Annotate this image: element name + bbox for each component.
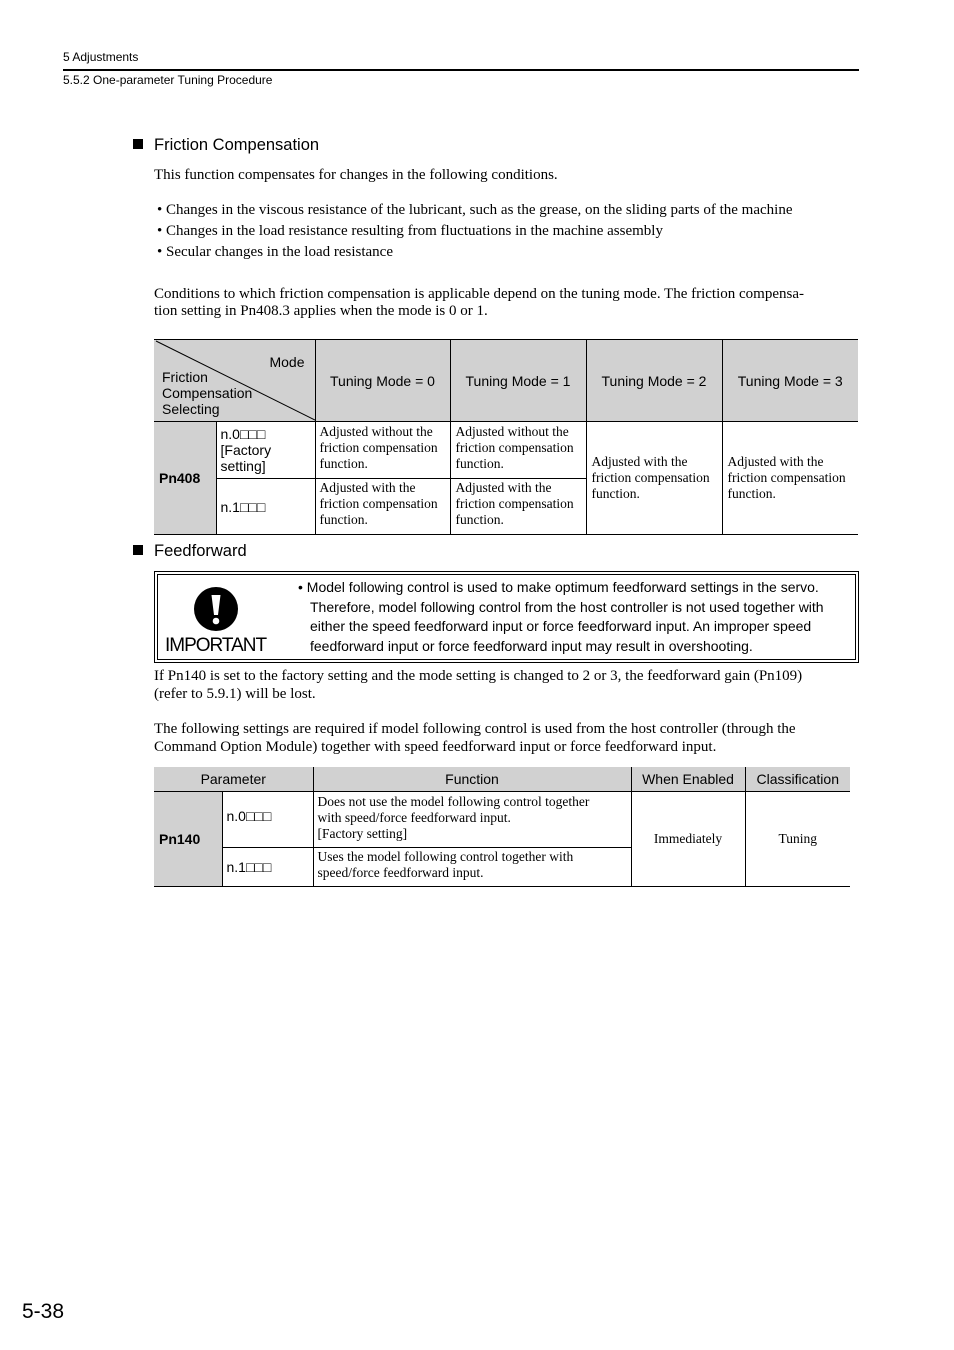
mode-header: Tuning Mode = 1: [450, 340, 586, 422]
exclamation-icon: [193, 586, 239, 632]
mode-cell: Adjusted without the friction compensation function.: [315, 422, 450, 479]
page-number: 5-38: [22, 1300, 65, 1323]
col-header-parameter: Parameter: [154, 767, 313, 791]
friction-bullet: • Secular changes in the load resistance: [157, 244, 393, 260]
col-header-function: Function: [313, 767, 631, 791]
feedforward-para2-line: The following settings are required if model following control is used from the host controller (through the: [154, 721, 796, 737]
friction-bullet: • Changes in the viscous resistance of the lubricant, such as the grease, on the sliding parts of the machine: [157, 202, 793, 218]
feedforward-para1-line: (refer to 5.9.1) will be lost.: [154, 686, 316, 702]
mode-cell: Adjusted with the friction compensation function.: [450, 479, 586, 535]
chapter-header: 5 Adjustments: [63, 50, 139, 64]
feedforward-para1-line: If Pn140 is set to the factory setting and the mode setting is changed to 2 or 3, the feedforward gain (Pn109): [154, 668, 803, 684]
mode-cell: Adjusted with the friction compensation function.: [586, 422, 722, 535]
important-box: [154, 571, 859, 663]
feedforward-section-heading: [133, 542, 247, 561]
square-bullet-icon: [133, 139, 143, 149]
friction-bullet: • Changes in the load resistance resulting from fluctuations in the machine assembly: [157, 223, 663, 239]
important-label: IMPORTANT: [165, 635, 267, 656]
header-rule: [63, 69, 859, 71]
mode-header: Tuning Mode = 0: [315, 340, 450, 422]
feedforward-para2-line: Command Option Module) together with speed feedforward input or force feedforward input.: [154, 739, 717, 755]
mode-cell: Adjusted with the friction compensation function.: [722, 422, 858, 535]
setting-cell: n.0□□□: [222, 791, 313, 847]
setting-cell: n.0□□□ [Factory setting]: [216, 422, 315, 479]
friction-conditions-line: tion setting in Pn408.3 applies when the mode is 0 or 1.: [154, 303, 488, 319]
corner-mode-label: Mode: [269, 354, 305, 370]
classification-cell: Tuning: [745, 791, 850, 886]
square-bullet-icon: [133, 545, 143, 555]
mode-header: Tuning Mode = 3: [722, 340, 858, 422]
friction-intro: This function compensates for changes in the following conditions.: [154, 167, 558, 183]
mode-cell: Adjusted with the friction compensation function.: [315, 479, 450, 535]
setting-cell: n.1□□□: [222, 847, 313, 886]
param-pn408: Pn408: [154, 422, 216, 535]
important-text: • Model following control is used to make optimum feedforward settings in the servo. Therefore, model following control from the host controller is not used together with either the speed feedforward input or force feedforward input. An improper speed feedforward input or force feedforward input may result in overshooting.: [298, 579, 824, 654]
function-cell: Does not use the model following control together with speed/force feedforward input. [Factory setting]: [313, 791, 631, 847]
corner-header-cell: [154, 340, 315, 422]
pn140-table: [154, 767, 850, 887]
feedforward-title: Feedforward: [154, 542, 247, 560]
mode-cell: Adjusted without the friction compensation function.: [450, 422, 586, 479]
friction-section-heading: [133, 136, 319, 155]
function-cell: Uses the model following control together with speed/force feedforward input.: [313, 847, 631, 886]
param-pn140: Pn140: [154, 791, 222, 886]
section-header: 5.5.2 One-parameter Tuning Procedure: [63, 73, 273, 87]
col-header-classification: Classification: [745, 767, 850, 791]
when-enabled-cell: Immediately: [631, 791, 745, 886]
corner-selecting-label: Friction Compensation Selecting: [162, 369, 253, 417]
setting-cell: n.1□□□: [216, 479, 315, 535]
friction-title: Friction Compensation: [154, 136, 320, 154]
col-header-when-enabled: When Enabled: [631, 767, 745, 791]
friction-mode-table: [154, 339, 858, 535]
friction-conditions-line: Conditions to which friction compensation is applicable depend on the tuning mode. The friction compensa-: [154, 286, 804, 302]
mode-header: Tuning Mode = 2: [586, 340, 722, 422]
